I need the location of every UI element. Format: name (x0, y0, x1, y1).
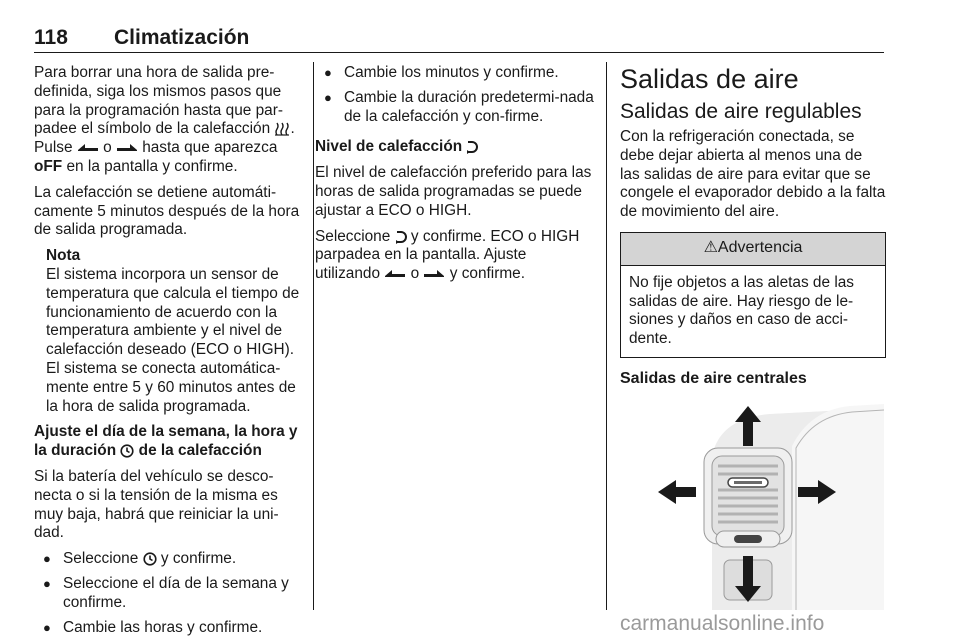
paragraph-adjustable-vents: Con la refrigeración conectada, se debe dejar abierta al menos una de las salidas de aire para evitar que se congele el evaporador debido a la falta de movimiento del aire. (620, 128, 886, 221)
note-block (46, 247, 300, 416)
chapter-title: Climatización (114, 26, 250, 49)
watermark: carmanualsonline.info (620, 612, 825, 635)
warning-title: Advertencia (717, 238, 803, 256)
warning-text: No fije objetos a las aletas de las salidas de aire. Hay riesgo de le-siones y daños en caso de acci-dente. (629, 273, 855, 348)
arrow-left-icon (384, 269, 406, 279)
paragraph-battery: Si la batería del vehículo se desco-necta o si la tensión de la misma es muy baja, habrá que reiniciar la uni-dad. (34, 467, 279, 542)
heating-icon (274, 122, 290, 136)
subheading-heating-level: Nivel de calefacción (315, 138, 595, 157)
subheading-central-vents: Salidas de aire centrales (620, 369, 807, 387)
list-item: ● Cambie los minutos y confirme. (315, 64, 595, 83)
column-2 (315, 64, 595, 291)
list-item: ● Cambie las horas y confirme. (34, 619, 300, 638)
paragraph-select-level: Seleccione y confirme. ECO o HIGH parpadea en la pantalla. Ajuste utilizando o y confirme. (315, 227, 580, 283)
heating-level-icon (395, 230, 407, 244)
note-text: El sistema incorpora un sensor de temperatura que calcula el tiempo de funcionamiento de acuerdo con la temperatura ambiente y el nivel de calefacción deseado (ECO o HIGH). El sistema se conecta automática-mente entre 5 y 60 minutos antes de la hora de salida programada. (46, 265, 300, 415)
off-label: oFF (34, 157, 63, 175)
list-item: ● Cambie la duración predetermi-nada de la calefacción y con-firme. (315, 89, 595, 127)
heating-level-icon (466, 140, 478, 154)
column-divider-1 (313, 62, 314, 610)
column-divider-2 (606, 62, 607, 610)
paragraph-heating-level: El nivel de calefacción preferido para las horas de salida programadas se puede ajustar a ECO o HIGH. (315, 164, 592, 219)
warning-header (621, 233, 885, 266)
steps-list (34, 550, 300, 637)
subheading-weekday: Ajuste el día de la semana, la hora y la duración de la calefacción (34, 423, 298, 460)
clock-icon (120, 444, 134, 458)
page-number: 118 (34, 26, 68, 49)
section-title: Salidas de aire (620, 64, 799, 94)
warning-box (620, 232, 886, 358)
list-item: ● Seleccione y confirme. (34, 550, 300, 569)
header-rule (34, 52, 884, 53)
central-air-vents-illustration (620, 396, 884, 610)
column-1 (34, 64, 300, 643)
list-item: ● Seleccione el día de la semana y confirme. (34, 575, 300, 613)
paragraph-auto-stop: La calefacción se detiene automáti-camente 5 minutos después de la hora de salida programada. (34, 183, 300, 239)
steps-list-continued (315, 64, 595, 126)
arrow-right-icon (423, 269, 445, 279)
paragraph-delete-departure: Para borrar una hora de salida pre-definida, siga los mismos pasos que para la programación hasta que par-padee el símbolo de la calefacción . Pulse o hasta que aparezca oFF en la pantalla y confirme. (34, 64, 295, 175)
arrow-left-icon (77, 143, 99, 153)
warning-icon: ⚠ (703, 238, 718, 256)
subsection-title: Salidas de aire regulables (620, 100, 862, 123)
note-title: Nota (46, 247, 81, 265)
column-3 (620, 64, 886, 396)
arrow-right-icon (116, 143, 138, 153)
clock-icon (143, 552, 157, 566)
